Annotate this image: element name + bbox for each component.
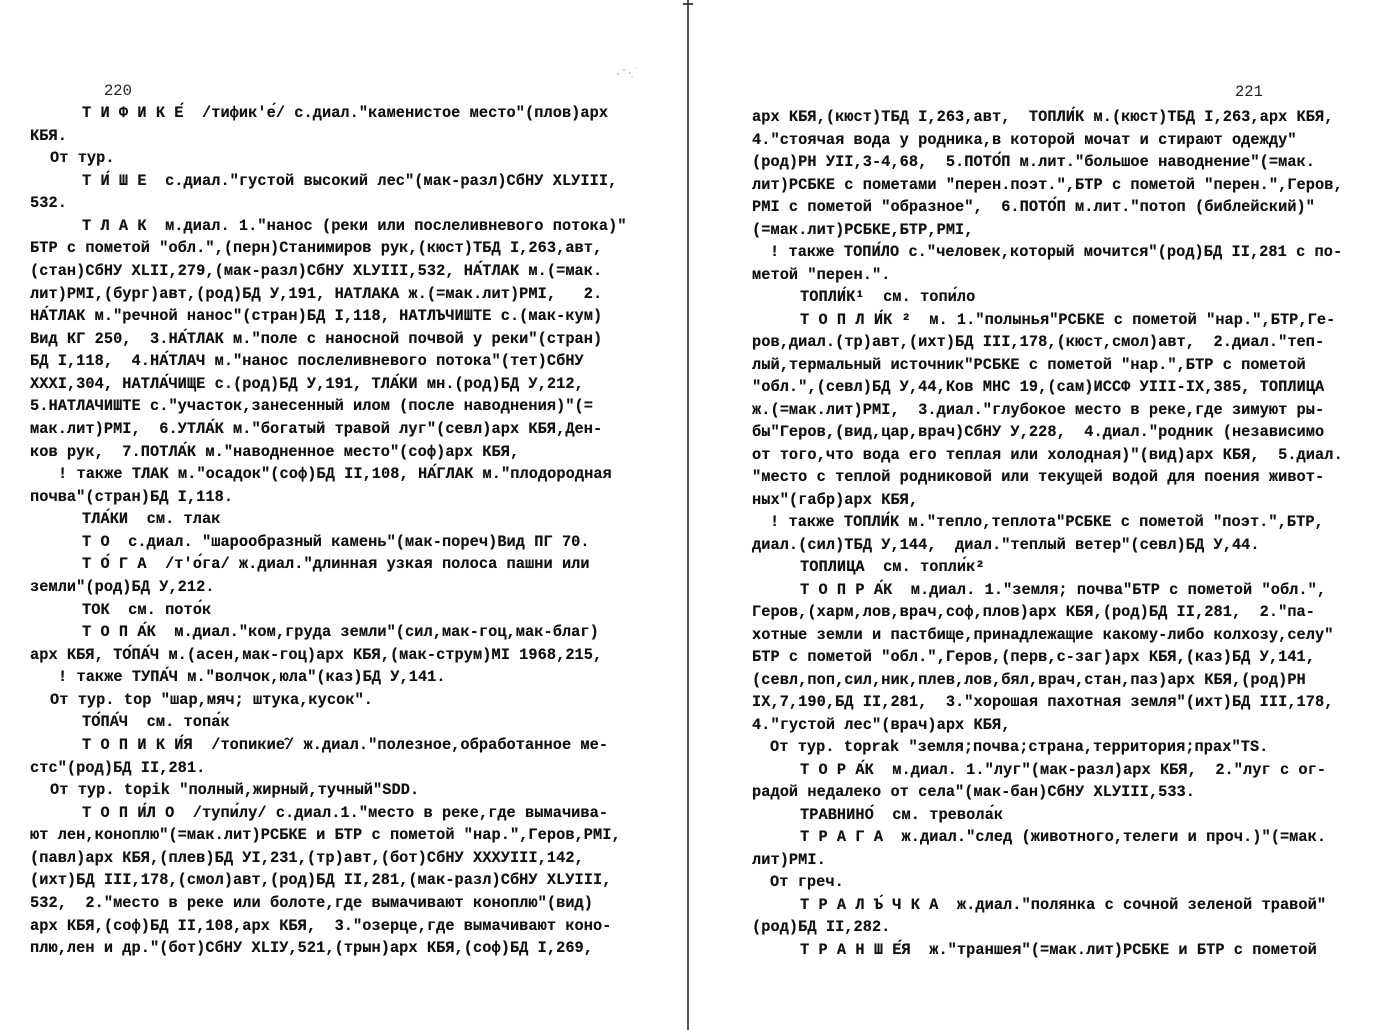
text-line: Т И Ф И К Е́ /тифик'е́/ с.диал."каменистое место"(плов)арх [82, 104, 609, 122]
text-line: 5.НАТЛАЧИШТЕ с."участок,занесенный илом (после наводнения)"(= [30, 397, 594, 416]
text-line: Т О Р А́К м.диал. 1."луг"(мак-разл)арх КБЯ, 2."луг с ог- [800, 760, 1327, 779]
text-line: арх КБЯ,(соф)БД II,108,арх КБЯ, 3."озерце,где вымачивают коно- [30, 916, 612, 935]
text-line: (стан)СбНУ XLII,279,(мак-разл)СбНУ XLУIII,532, НА́ТЛАК м.(=мак. [30, 261, 603, 280]
text-line: плю,лен и др."(бот)СбНУ XLIУ,521,(трын)арх КБЯ,(соф)БД I,269, [30, 939, 594, 958]
text-line: Т О П И К И́Я /топикие̂/ ж.диал."полезное,обработанное ме- [82, 735, 609, 754]
text-line: Геров,(харм,лов,врач,соф,плов)арх КБЯ,(род)БД II,281, 2."па- [752, 603, 1316, 621]
text-line: От тур. toprak "земля;почва;страна,территория;прах"TS. [770, 738, 1269, 756]
text-line: ! также ТУПА́Ч м."волчок,юла"(каз)БД У,141. [58, 668, 446, 687]
text-line: (=мак.лит)РСБКЕ,БТР,PMI, [752, 220, 974, 239]
text-line: Вид КГ 250, 3.НА́ТЛАК м."поле с наносной почвой у реки"(стран) [30, 329, 603, 348]
text-line: ! также ТОПИ́ЛО с."человек,который мочится"(род)БД II,281 с по- [770, 243, 1343, 261]
text-line: От тур. top "шар,мяч; штука,кусок". [50, 690, 374, 709]
text-line: ТОПЛИ́К¹ см. топи́ло [800, 288, 976, 306]
text-line: (род)РН УII,3-4,68, 5.ПОТО́П м.лит."большое наводнение"(=мак. [752, 153, 1316, 171]
text-line: метой "перен.". [752, 265, 891, 284]
text-line: лит)PMI,(бург)авт,(род)БД У,191, НАТЛАКА ж.(=мак.лит)PMI, 2. [30, 284, 603, 303]
text-line: "место с теплой родниковой или текущей водой для поения живот- [752, 468, 1325, 486]
text-line: ж.(=мак.лит)PMI, 3.диал."глубокое место в реке,где зимуют ры- [752, 400, 1325, 419]
text-line: БТР с пометой "обл.",Геров,(перв,с-заг)арх КБЯ,(каз)БД У,141, [752, 648, 1316, 666]
text-line: Т О с.диал. "шарообразный камень"(мак-пореч)Вид ПГ 70. [82, 532, 590, 551]
text-line: бы"Геров,(вид,цар,врач)СбНУ У,228, 4.диал."родник (независимо [752, 423, 1325, 441]
text-line: ных"(габр)арх КБЯ, [752, 490, 919, 509]
text-line: ! также ТЛАК м."осадок"(соф)БД II,108, НА́ГЛАК м."плодородная [58, 465, 612, 484]
text-line: 532. [30, 194, 67, 213]
text-line: 4."густой лес"(врач)арх КБЯ, [752, 715, 1011, 734]
text-line: БТР с пометой "обл.",(перн)Станимиров рук,(кюст)ТБД I,263,авт, [30, 239, 603, 258]
text-line: Т О́ Г А /т'о́га/ ж.диал."длинная узкая полоса пашни или [82, 555, 590, 574]
text-line: (ихт)БД III,178,(смол)авт,(род)БД II,281,(мак-разл)СбНУ XLУIII, [30, 871, 612, 890]
text-line: Т Р А Н Ш Е́Я ж."траншея"(=мак.лит)РСБКЕ и БТР с пометой [800, 940, 1317, 959]
text-line: хотные земли и пастбище,принадлежащие какому-либо колхозу,селу" [752, 625, 1334, 644]
text-line: (павл)арх КБЯ,(плев)БД УI,231,(тр)авт,(бот)СбНУ XXXУIII,142, [30, 848, 584, 867]
text-line: Т О П Р А́К м.диал. 1."земля; почва"БТР с пометой "обл.", [800, 580, 1327, 599]
text-line: мак.лит)PMI, 6.УТЛА́К м."богатый травой луг"(севл)арх КБЯ,Ден- [30, 419, 603, 438]
right-page [690, 0, 1400, 1030]
text-line: лый,термальный источник"РСБКЕ с пометой "нар.",БТР с пометой [752, 355, 1306, 374]
text-line: диал.(сил)ТБД У,144, диал."теплый ветер"(севл)БД У,44. [752, 535, 1260, 554]
text-line: ТОК см. пото́к [82, 600, 212, 619]
text-line: земли"(род)БД У,212. [30, 577, 215, 596]
text-line: IX,7,190,БД II,281, 3."хорошая пахотная земля"(ихт)БД III,178, [752, 693, 1334, 711]
text-line: ют лен,коноплю"(=мак.лит)РСБКЕ и БТР с пометой "нар.",Геров,PMI, [30, 826, 621, 845]
text-line: ТО́ПА́Ч см. топа́к [82, 713, 230, 732]
text-line: почва"(стран)БД I,118. [30, 487, 234, 506]
text-line: Т О П А́К м.диал."ком,груда земли"(сил,мак-гоц,мак-благ) [82, 623, 599, 642]
text-line: Т О П Л И́К ² м. 1."полынья"РСБКЕ с пометой "нар.",БТР,Ге- [800, 310, 1336, 329]
text-line: арх КБЯ,(кюст)ТБД I,263,авт, ТОПЛИ́К м.(кюст)ТБД I,263,арх КБЯ, [752, 108, 1334, 126]
text-line: НА́ТЛАК м."речной нанос"(стран)БД I,118, НАТЛЪЧИШТЕ с.(мак-кум) [30, 307, 603, 326]
text-line: лит)PMI. [752, 850, 826, 869]
text-line: (севл,поп,сил,ник,плев,лов,бял,врач,стан,паз)арх КБЯ,(род)РН [752, 670, 1306, 689]
text-line: 532, 2."место в реке или болоте,где вымачивают коноплю"(вид) [30, 893, 594, 912]
left-page [0, 0, 688, 1030]
text-line: Т И́ Ш Е с.диал."густой высокий лес"(мак-разл)СбНУ XLУIII, [82, 171, 618, 190]
text-line: Т Л А К м.диал. 1."нанос (реки или послеливневого потока)" [82, 216, 627, 235]
page-number: 220 [104, 82, 132, 100]
text-line: ров,диал.(тр)авт,(ихт)БД III,178,(кюст,смол)авт, 2.диал."теп- [752, 333, 1325, 351]
text-line: лит)РСБКЕ с пометами "перен.поэт.",БТР с пометой "перен.",Геров, [752, 175, 1343, 194]
text-line: От тур. [50, 149, 115, 168]
text-line: Т О П И́Л О /тупи́лу/ с.диал.1."место в реке,где вымачива- [82, 803, 609, 822]
text-line: XXXI,304, НАТЛА́ЧИЩЕ с.(род)БД У,191, ТЛА́КИ мн.(род)БД У,212, [30, 374, 584, 393]
text-line: От греч. [770, 873, 844, 891]
text-line: ! также ТОПЛИ́К м."тепло,теплота"РСБКЕ с пометой "поэт.",БТР, [770, 513, 1324, 531]
text-line: ТРАВНИНО́ см. тревола́к [800, 805, 1004, 824]
text-line: ТОПЛИЦА см. топли́к² [800, 558, 985, 576]
text-line: PMI с пометой "образное", 6.ПОТО́П м.лит."потоп (библейский)" [752, 198, 1316, 216]
page-number: 221 [1235, 83, 1263, 101]
text-line: стс"(род)БД II,281. [30, 758, 206, 777]
text-line: КБЯ. [30, 126, 67, 145]
text-line: арх КБЯ, ТО́ПА́Ч м.(асен,мак-гоц)арх КБЯ,(мак-струм)МI 1968,215, [30, 645, 603, 664]
text-line: Т Р А Г А ж.диал."след (животного,телеги и проч.)"(=мак. [800, 828, 1327, 846]
text-line: 4."стоячая вода у родника,в которой мочат и стирают одежду" [752, 130, 1297, 149]
text-line: От тур. topik "полный,жирный,тучный"SDD. [50, 781, 420, 800]
text-line: БД I,118, 4.НА́ТЛАЧ м."нанос послеливневого потока"(тет)СбНУ [30, 352, 584, 371]
text-line: ТЛА́КИ см. тлак [82, 510, 221, 529]
text-line: Т Р А Л Ъ́ Ч К А ж.диал."полянка с сочной зеленой травой" [800, 895, 1327, 914]
text-line: радой недалеко от села"(мак-бан)СбНУ XLУIII,533. [752, 783, 1196, 801]
text-line: от того,что вода его теплая или холодная)"(вид)арх КБЯ, 5.диал. [752, 445, 1343, 464]
text-line: ков рук, 7.ПОТЛА́К м."наводненное место"(соф)арх КБЯ, [30, 442, 520, 461]
text-line: "обл.",(севл)БД У,44,Ков МНС 19,(сам)ИССФ УIII-IX,385, ТОПЛИЦА [752, 378, 1325, 396]
text-line: (род)БД II,282. [752, 918, 891, 936]
